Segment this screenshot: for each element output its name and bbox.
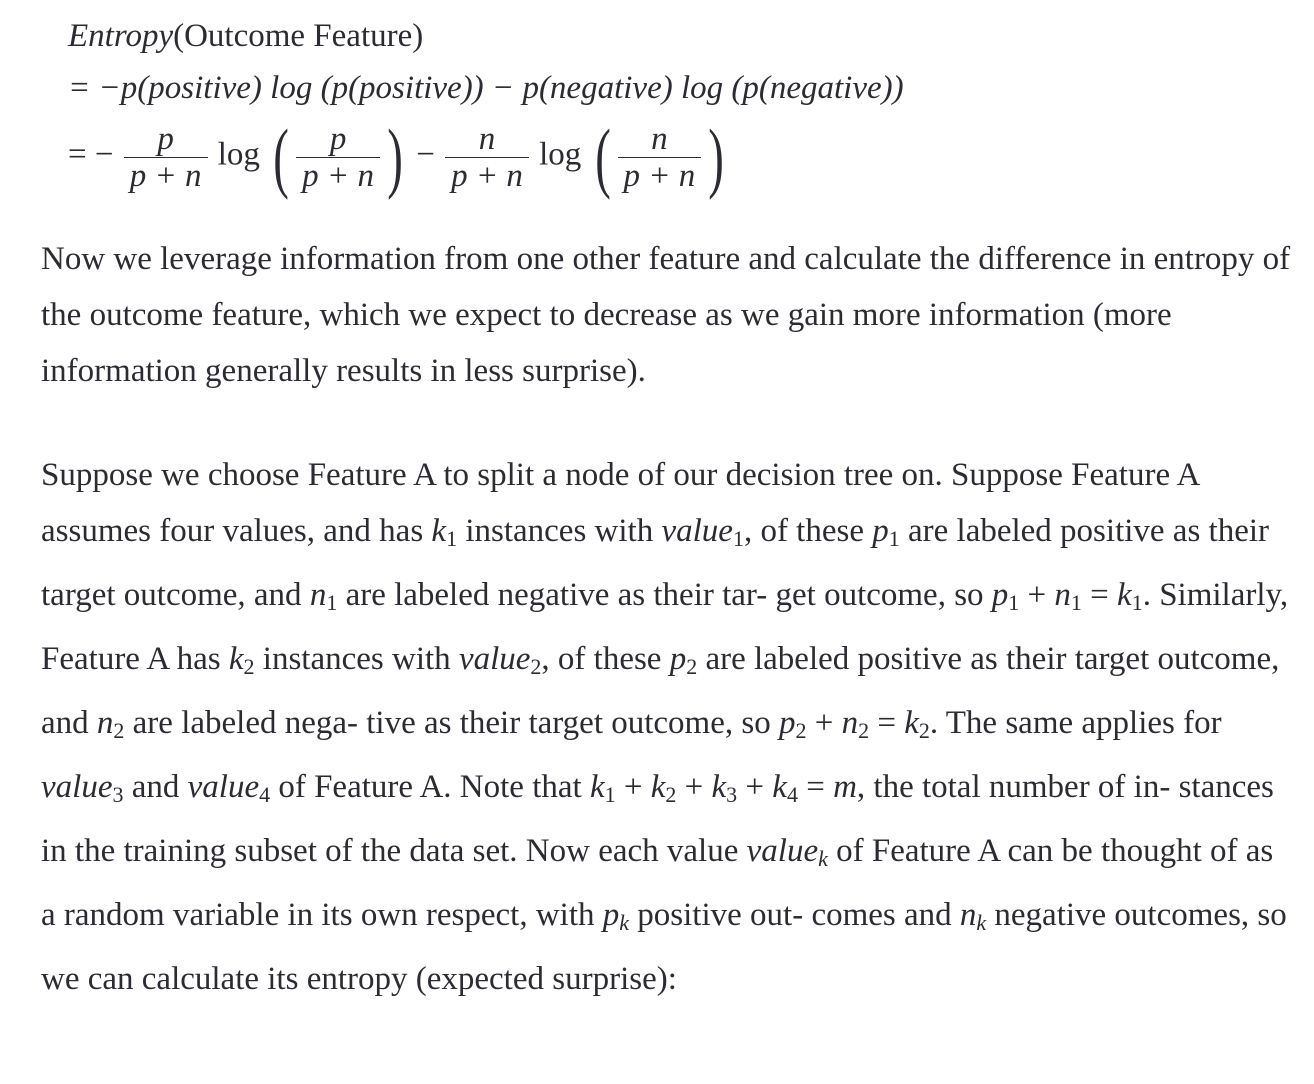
frac-4	[618, 121, 702, 194]
entropy-func: Entropy	[68, 18, 174, 54]
p2-text: are	[899, 513, 949, 549]
log-1: log	[217, 136, 260, 173]
p2-text: tive as their target outcome, so	[366, 705, 779, 741]
paren-open-2: (	[594, 113, 611, 200]
math-k-sum: $k_1 + k_2 + k_3 + k_4 = m$	[589, 769, 857, 807]
math-n2: $n_2$	[96, 705, 125, 743]
entropy-arg: (Outcome Feature)	[173, 18, 424, 54]
equation-line-1	[68, 18, 423, 55]
frac-2-den: p + n	[302, 157, 374, 194]
p2-text: . Similarly, Feature A has	[41, 577, 1289, 677]
eq3-prefix: = −	[68, 136, 114, 173]
math-p1-n1-k1: $p_1 + n_1 = k_1$	[991, 577, 1143, 615]
p2-text: ,	[541, 641, 550, 677]
p2-text: negative outcomes, so we can calculate its entropy (expected	[41, 897, 1287, 997]
frac-3	[445, 121, 529, 194]
paren-open-1: (	[273, 113, 289, 200]
p2-text: get outcome, so	[775, 577, 992, 613]
p2-text: can be thought of as a random variable in its own respect, with	[41, 833, 1274, 933]
p2-text: are labeled nega-	[124, 705, 359, 741]
paren-close-1: )	[387, 113, 403, 200]
math-value1: value$_1$	[661, 513, 744, 551]
math-p2-n2-k2: $p_2 + n_2 = k_2$	[778, 705, 930, 743]
math-n1: $n_1$	[309, 577, 338, 615]
math-p1: $p_1$	[872, 513, 900, 551]
frac-2-num: p	[296, 121, 380, 158]
frac-1-num: p	[124, 121, 208, 158]
p2-text: comes and	[811, 897, 960, 933]
paragraph-1: Now we leverage information from one other feature and calculate the difference in entropy of the outcome feature, which we expect to decrease as we gain more information (more information generally results in less surprise).	[41, 241, 1291, 389]
math-p2: $p_2$	[669, 641, 698, 679]
equation-line-3	[68, 113, 729, 200]
math-valuek: value$_k$	[746, 833, 828, 871]
frac-2	[296, 121, 380, 194]
p2-text: of Feature A. Note that	[270, 769, 590, 805]
math-k2: $k_2$	[228, 641, 255, 679]
p2-text: , the total number of in-	[856, 769, 1171, 805]
p2-text: instances with	[457, 513, 662, 549]
p2-text: Feature A assumes four values, and has	[41, 457, 1199, 549]
frac-1	[124, 121, 208, 194]
math-nk: $n_k$	[959, 897, 987, 935]
frac-4-num: n	[618, 121, 702, 158]
math-value4: value$_4$	[187, 769, 271, 807]
p2-text: . The same applies for	[929, 705, 1222, 741]
math-pk: $p_k$	[602, 897, 630, 935]
frac-1-den: p + n	[129, 157, 202, 194]
p2-text: are labeled negative as their tar-	[337, 577, 768, 613]
frac-4-den: p + n	[623, 157, 696, 194]
p2-text: instances with	[254, 641, 459, 677]
p2-text: of these	[557, 641, 670, 677]
math-value2: value$_2$	[458, 641, 542, 679]
p2-text: are labeled positive as their target outcome, and	[41, 641, 1280, 741]
p2-text: of Feature A	[827, 833, 1000, 869]
paragraph-2	[41, 447, 1291, 1007]
math-value3: value$_3$	[41, 769, 124, 807]
p2-text: , of these	[743, 513, 873, 549]
log-2: log	[539, 136, 582, 173]
p2-line-1: Suppose we choose Feature A to split a node of our decision tree on. Suppose	[41, 457, 1063, 493]
eq3-minus: −	[416, 136, 435, 173]
p2-text: stances in the training subset of the data set. Now each value	[41, 769, 1274, 869]
p2-text: labeled positive as their target outcome, and	[41, 513, 1270, 613]
p2-text: and	[123, 769, 180, 805]
frac-3-num: n	[445, 121, 529, 158]
paren-close-2: )	[708, 113, 725, 200]
equation-line-2: = −p(positive) log (p(positive)) − p(negative) log (p(negative))	[68, 70, 904, 106]
math-k1: $k_1$	[431, 513, 458, 551]
p2-text: positive out-	[629, 897, 804, 933]
frac-3-den: p + n	[451, 157, 523, 194]
p2-line-11: surprise):	[552, 961, 677, 997]
